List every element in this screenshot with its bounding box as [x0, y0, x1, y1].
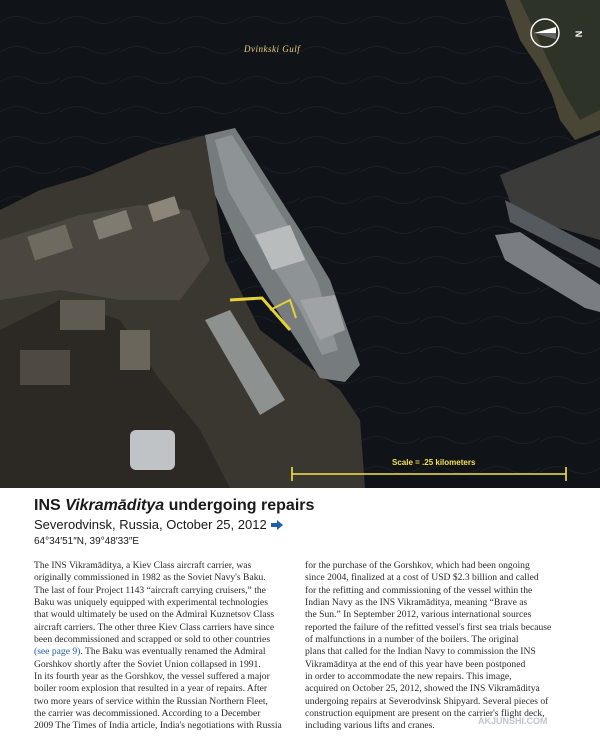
text-line: In its fourth year as the Gorshkov, the vessel suffered a major	[34, 671, 270, 683]
text-line: been decommissioned and scrapped or sold to other countries	[34, 634, 271, 646]
text-line: acquired on October 25, 2012, showed the INS Vikramāditya	[305, 683, 540, 695]
text-line: the carrier was decommissioned. According to a December	[34, 708, 261, 720]
text-line: plans that called for the Indian Navy to commission the INS	[305, 646, 536, 658]
text-line: construction equipment are present on the carrier's flight deck,	[305, 708, 545, 720]
text-line: Gorshkov shortly after the Soviet Union collapsed in 1991.	[34, 658, 261, 670]
text-line: Indian Navy as the INS Vikramāditya, meaning “Brave as	[305, 597, 528, 609]
text-line: for the refitting and commissioning of the vessel within the	[305, 584, 533, 596]
gulf-label: Dvinkski Gulf	[244, 44, 301, 54]
domed-building	[130, 430, 175, 470]
compass-north-label: N	[573, 30, 584, 38]
text-line: two more years of service within the Russian Northern Fleet,	[34, 695, 268, 707]
coordinates: 64°34′51″N, 39°48′33″E	[34, 536, 140, 547]
text-line: 2009 The Times of India article, India's negotiations with Russia	[34, 720, 282, 732]
text-line: boiler room explosion that resulted in a year of repairs. After	[34, 683, 268, 695]
text-line: Baku was uniquely equipped with experimental technologies	[34, 597, 268, 609]
text-line: of malfunctions in a number of the boilers. The original	[305, 634, 519, 646]
text-line: The last of four Project 1143 “aircraft carrying cruisers,” the	[34, 584, 266, 596]
body-column-right	[305, 560, 577, 733]
text-line: in order to accommodate the new repairs. This image,	[305, 671, 512, 683]
text-line: aircraft carriers. The other three Kiev Class carriers have since	[34, 621, 275, 633]
text-line: that would ultimately be used on the Admiral Kuznetsov Class	[34, 609, 275, 621]
arrow-right-icon[interactable]	[271, 520, 283, 530]
body-column-left	[34, 560, 302, 733]
compass-icon	[529, 17, 561, 49]
text-line: since 2004, finalized at a cost of USD $2.3 billion and called	[305, 572, 539, 584]
text-line: Vikramāditya at the end of this year have been postponed	[305, 658, 526, 670]
text-line: including various lifts and cranes.	[305, 720, 435, 732]
text-line: (see page 9). The Baku was eventually renamed the Admiral	[34, 646, 266, 658]
watermark: AKJUNSHI.COM	[478, 716, 548, 726]
article-title: INS Vikramāditya undergoing repairs	[34, 497, 315, 514]
article-heading	[34, 496, 574, 549]
text-line: reported the failure of the refitted vessel's first sea trials because	[305, 621, 552, 633]
page-reference-link[interactable]: (see page 9)	[34, 646, 81, 658]
location-date: Severodvinsk, Russia, October 25, 2012	[34, 516, 574, 534]
text-line: The INS Vikramāditya, a Kiev Class aircraft carrier, was	[34, 560, 252, 571]
scale-label: Scale = .25 kilometers	[392, 458, 476, 467]
text-line: for the purchase of the Gorshkov, which had been ongoing	[305, 560, 530, 571]
text-line: the Sun.” In September 2012, various international sources	[305, 609, 532, 621]
text-line: originally commissioned in 1982 as the Soviet Navy's Baku.	[34, 572, 266, 584]
text-line: undergoing repairs at Severodvinsk Shipyard. Several pieces of	[305, 695, 549, 707]
